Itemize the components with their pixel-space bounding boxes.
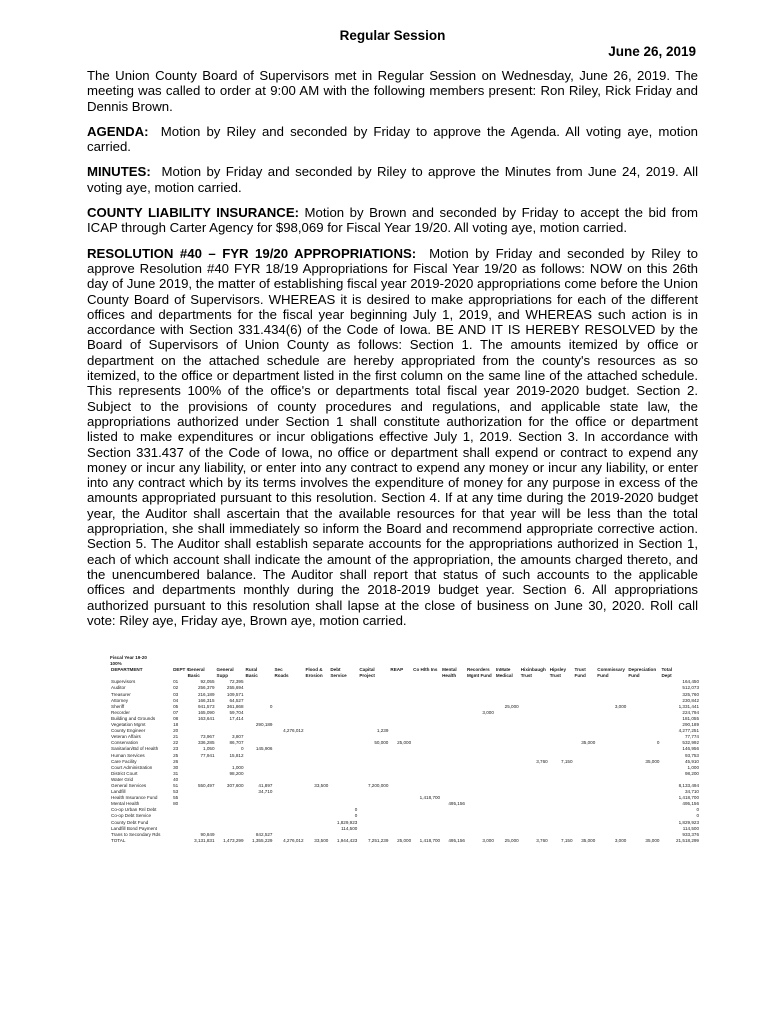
- agenda-text: Motion by Riley and seconded by Friday to approve the Agenda. All voting aye, motion carried.: [87, 123, 698, 155]
- amount-cell: 146,956: [682, 746, 699, 752]
- amount-cell: 290,189: [255, 722, 273, 728]
- dept-number: 30: [173, 764, 179, 770]
- agenda-heading: AGENDA:: [87, 123, 149, 139]
- amount-cell: 1,355,229: [252, 837, 273, 843]
- amount-cell: 86,707: [229, 740, 244, 746]
- department-name: Conservation: [111, 740, 139, 746]
- amount-cell: 550,497: [197, 782, 215, 788]
- amount-cell: 230,842: [682, 697, 699, 703]
- session-title: Regular Session: [339, 28, 446, 43]
- department-name: Vegetation Mgmt: [111, 722, 146, 728]
- appropriations-table: [110, 667, 700, 844]
- amount-cell: 255,694: [226, 685, 244, 691]
- dept-number: 51: [173, 782, 179, 788]
- dept-number: 03: [173, 691, 179, 697]
- amount-cell: 90,849: [200, 831, 215, 837]
- amount-cell: 21,518,299: [676, 837, 699, 843]
- dept-number: 23: [173, 746, 179, 752]
- amount-cell: 72,395: [229, 679, 244, 685]
- amount-cell: 1,050: [203, 746, 215, 752]
- amount-cell: 1,000: [687, 764, 699, 770]
- dept-number: 22: [173, 740, 179, 746]
- amount-cell: 0: [696, 807, 699, 813]
- liability-paragraph: [87, 205, 698, 236]
- minutes-text: Motion by Friday and seconded by Riley to approve the Minutes from June 24, 2019. All voting aye, motion carried.: [87, 164, 698, 195]
- amount-cell: 17,414: [229, 715, 244, 721]
- amount-cell: 166,315: [197, 697, 215, 703]
- amount-cell: 33,500: [314, 837, 329, 843]
- amount-cell: 164,450: [682, 679, 699, 685]
- column-header: Trust: [520, 673, 532, 679]
- department-name: Health Insurance Fund: [111, 795, 158, 801]
- dept-number: 01: [173, 679, 179, 685]
- column-header: Depreciation: [628, 667, 657, 673]
- amount-cell: 3,000: [482, 709, 494, 715]
- amount-cell: 307,600: [226, 782, 244, 788]
- column-header: InMate: [495, 667, 511, 673]
- department-name: Court Administration: [111, 764, 153, 770]
- department-name: Building and Grounds: [111, 715, 156, 721]
- dept-number: 20: [173, 728, 179, 734]
- dept-number: 21: [173, 734, 179, 740]
- amount-cell: 1,418,700: [419, 837, 441, 843]
- dept-number: 25: [173, 752, 179, 758]
- department-name: Co-op Urban Rnl Debt: [111, 807, 157, 813]
- column-header: Dept: [661, 673, 672, 679]
- amount-cell: 98,200: [684, 770, 699, 776]
- amount-cell: 256,379: [197, 685, 215, 691]
- amount-cell: 4,276,012: [283, 728, 304, 734]
- amount-cell: 34,710: [258, 789, 273, 795]
- amount-cell: 3,000: [614, 837, 627, 843]
- amount-cell: 73,967: [200, 734, 215, 740]
- amount-cell: 35,000: [645, 758, 660, 764]
- resolution-paragraph: [87, 246, 698, 628]
- column-header: Flood &: [305, 667, 323, 673]
- column-header: Mgmt Fund: [466, 673, 492, 679]
- amount-cell: 3,000: [482, 837, 494, 843]
- column-header: General: [216, 667, 234, 673]
- department-name: Landfill: [111, 789, 126, 795]
- column-header: Fund: [574, 673, 586, 679]
- amount-cell: 25,000: [504, 703, 519, 709]
- amount-cell: 216,189: [197, 691, 215, 697]
- department-name: Auditor: [111, 685, 126, 691]
- amount-cell: 165,090: [197, 709, 215, 715]
- amount-cell: 1,418,700: [419, 795, 441, 801]
- liability-text: Motion by Brown and seconded by Friday to accept the bid from ICAP through Carter Agency for $98,069 for Fiscal Year 19/20. All voting aye, motion carried.: [87, 205, 698, 236]
- amount-cell: 3,131,831: [194, 837, 215, 843]
- column-header: Supp: [216, 673, 229, 679]
- column-header: Trust: [549, 673, 561, 679]
- amount-cell: 0: [240, 746, 244, 752]
- column-header: Hixinbaugh: [520, 667, 546, 673]
- department-name: Sheriff: [111, 703, 125, 709]
- amount-cell: 35,000: [581, 837, 596, 843]
- amount-cell: 0: [656, 740, 660, 746]
- department-name: Supervisors: [111, 679, 136, 685]
- amount-cell: 0: [354, 813, 358, 819]
- session-date: June 26, 2019: [608, 44, 696, 59]
- amount-cell: 0: [354, 807, 358, 813]
- column-header: Commissary: [597, 667, 625, 673]
- amount-cell: 7,251,239: [367, 837, 389, 843]
- agenda-paragraph: [87, 124, 698, 155]
- column-header: Rural: [245, 667, 258, 673]
- amount-cell: 941,573: [197, 703, 215, 709]
- department-name: Attorney: [111, 697, 129, 703]
- amount-cell: 4,277,251: [678, 728, 699, 734]
- dept-number: 26: [173, 758, 179, 764]
- schedule-header: [110, 667, 700, 679]
- amount-cell: 4,276,012: [283, 837, 304, 843]
- column-header: Co Hlth Ins: [413, 667, 438, 673]
- amount-cell: 7,200,000: [367, 782, 389, 788]
- amount-cell: 512,073: [682, 685, 699, 691]
- amount-cell: 532,992: [682, 740, 699, 746]
- schedule-fiscal-year: Fiscal Year 19-20: [110, 655, 147, 660]
- column-header: DEPT #: [173, 667, 190, 673]
- column-header: General: [187, 667, 205, 673]
- amount-cell: 1,418,700: [678, 795, 699, 801]
- department-name: General Services: [111, 782, 147, 788]
- amount-cell: 495,156: [682, 801, 699, 807]
- column-header: Basic: [245, 673, 258, 679]
- amount-cell: 1,000: [232, 764, 244, 770]
- column-header: Medical: [495, 673, 513, 679]
- amount-cell: 842,527: [255, 831, 273, 837]
- amount-cell: 3,760: [536, 758, 548, 764]
- amount-cell: 290,189: [682, 722, 699, 728]
- document-page: [87, 28, 698, 638]
- amount-cell: 495,156: [448, 801, 465, 807]
- minutes-paragraph: [87, 164, 698, 195]
- amount-cell: 15,812: [229, 752, 244, 758]
- amount-cell: 25,000: [397, 837, 412, 843]
- amount-cell: 8,133,494: [678, 782, 699, 788]
- column-header: Trust: [574, 667, 586, 673]
- amount-cell: 25,000: [397, 740, 412, 746]
- amount-cell: 7,150: [561, 837, 573, 843]
- department-name: District Court: [111, 770, 138, 776]
- dept-number: 05: [173, 703, 179, 709]
- amount-cell: 0: [269, 703, 273, 709]
- amount-cell: 25,000: [504, 837, 519, 843]
- department-name: County Debt Fund: [111, 819, 149, 825]
- department-name: Landfill Bond Payment: [111, 825, 157, 831]
- dept-number: 08: [173, 715, 179, 721]
- column-header: REAP: [390, 667, 404, 673]
- amount-cell: 77,774: [684, 734, 699, 740]
- minutes-heading: MINUTES:: [87, 164, 151, 180]
- amount-cell: 3,807: [232, 734, 244, 740]
- amount-cell: 35,000: [645, 837, 660, 843]
- department-name: Treasurer: [111, 691, 131, 697]
- resolution-heading: RESOLUTION #40 – FYR 19/20 APPROPRIATIONS:: [87, 245, 417, 261]
- dept-number: 31: [173, 770, 179, 776]
- department-name: Trans to Secondary Rds: [111, 831, 161, 837]
- amount-cell: 41,897: [258, 782, 273, 788]
- amount-cell: 495,156: [448, 837, 465, 843]
- amount-cell: 1,331,441: [678, 703, 699, 709]
- amount-cell: 93,753: [684, 752, 699, 758]
- amount-cell: 50,000: [374, 740, 389, 746]
- department-name: Human Services: [111, 752, 145, 758]
- department-name: TOTAL: [111, 837, 126, 843]
- amount-cell: 1,473,299: [223, 837, 244, 843]
- department-name: Co-op Debt Service: [111, 813, 152, 819]
- department-name: Veteran Affairs: [111, 734, 141, 740]
- column-header: DEPARTMENT: [111, 667, 143, 673]
- department-name: County Engineer: [111, 728, 146, 734]
- department-name: Care Facility: [111, 758, 137, 764]
- column-header: Recorders: [466, 667, 490, 673]
- amount-cell: 114,500: [341, 825, 358, 831]
- amount-cell: 0: [696, 813, 699, 819]
- dept-number: 55: [173, 795, 179, 801]
- column-header: Erosion: [305, 673, 323, 679]
- appropriations-schedule: [110, 655, 700, 844]
- amount-cell: 59,704: [229, 709, 244, 715]
- column-header: Hipsley: [549, 667, 567, 673]
- dept-number: [172, 838, 186, 844]
- amount-cell: 109,571: [226, 691, 244, 697]
- column-header: Mental: [442, 667, 457, 673]
- liability-heading: COUNTY LIABILITY INSURANCE:: [87, 205, 300, 221]
- dept-number: 02: [173, 685, 179, 691]
- amount-cell: 64,527: [229, 697, 244, 703]
- column-header: Fund: [628, 673, 640, 679]
- department-name: Sanitarian/Bd of Health: [111, 746, 159, 752]
- amount-cell: 114,500: [682, 825, 699, 831]
- column-header: Project: [359, 673, 375, 679]
- dept-number: 04: [173, 697, 179, 703]
- amount-cell: 1,944,423: [336, 837, 358, 843]
- amount-cell: 933,376: [682, 831, 699, 837]
- amount-cell: 1,239: [376, 728, 389, 734]
- department-name: Recorder: [111, 709, 130, 715]
- amount-cell: 3,760: [536, 837, 548, 843]
- dept-number: 40: [173, 776, 179, 782]
- column-header: Debt: [330, 667, 341, 673]
- amount-cell: 7,150: [561, 758, 573, 764]
- column-header: Roads: [274, 673, 289, 679]
- department-name: Mental Health: [111, 801, 140, 807]
- column-header: Fund: [597, 673, 609, 679]
- amount-cell: 77,941: [200, 752, 215, 758]
- column-header: Health: [442, 673, 457, 679]
- amount-cell: 34,710: [684, 789, 699, 795]
- amount-cell: 1,829,923: [678, 819, 699, 825]
- column-header: Service: [330, 673, 347, 679]
- total-row: [110, 838, 700, 844]
- amount-cell: 163,641: [197, 715, 215, 721]
- schedule-percent: 100%: [110, 661, 122, 667]
- amount-cell: 361,868: [226, 703, 244, 709]
- amount-cell: 92,055: [200, 679, 215, 685]
- column-header: Sec: [274, 667, 283, 673]
- schedule-body: [110, 679, 700, 844]
- amount-cell: 325,760: [682, 691, 699, 697]
- dept-number: 53: [173, 789, 179, 795]
- amount-cell: 98,200: [229, 770, 244, 776]
- amount-cell: 3,000: [614, 703, 627, 709]
- amount-cell: 181,055: [682, 715, 699, 721]
- column-header: Capital: [359, 667, 375, 673]
- amount-cell: 1,829,923: [336, 819, 358, 825]
- department-name: Water Grid: [111, 776, 134, 782]
- column-header: Total: [661, 667, 673, 673]
- column-header: Basic: [187, 673, 200, 679]
- amount-cell: 35,000: [581, 740, 596, 746]
- dept-number: 07: [173, 709, 179, 715]
- dept-number: 18: [173, 722, 179, 728]
- resolution-text: Motion by Friday and seconded by Riley to approve Resolution #40 FYR 18/19 Appropriations for Fiscal Year 19/20 as follows: NOW on this 26th day of June 2019, the matter of establishing fiscal year 2019-2020 appropriations come before the Union County Board of Supervisors. WHEREAS it is desired to make appropriations for each of the different offices and departments for the fiscal year beginning July 1, 2019, and WHEREAS such action is in accordance with Section 331.434(6) of the Code of Iowa. BE AND IT IS HEREBY RESOLVED by the Board of Supervisors of Union County as follows: Section 1. The amounts itemized by office or department on the attached schedule are hereby appropriated from the county's resources as so itemized, to the office or department listed in the first column on the same line of the attached schedule. This represents 100% of the office's or departments total fiscal year 2019-2020 budget. Section 2. Subject to the provisions of county procedures and regulations, and applicable state law, the appropriations authorized under Section 1 shall constitute authorization for the office or department listed to make expenditures or incur obligations effective July 1, 2019. Section 3. In accordance with Section 331.437 of the Code of Iowa, no office or department shall expend or contract to expend any money or incur any liability, or enter into any contract to expend any money or incur any liability, or enter into any contract which by its terms involves the expenditure of money for any purpose in excess of the amounts appropriated pursuant to this resolution. Section 4. If at any time during the 2019-2020 budget year, the Auditor shall ascertain that the available resources for that year will be less than the total appropriation, she shall immediately so inform the Board and recommend appropriate corrective action. Section 5. The Auditor shall establish separate accounts for the appropriations authorized in Section 1, each of which account shall indicate the amount of the appropriation, the amounts charged thereto, and the unencumbered balance. The Auditor shall report that status of such accounts to the applicable offices and departments monthly during the 2018-2019 budget year. Section 6. All appropriations authorized pursuant to this resolution shall lapse at the close of business on June 30, 2020. Roll call vote: Riley aye, Friday aye, Brown aye, motion carried.: [87, 245, 699, 628]
- intro-paragraph: The Union County Board of Supervisors met in Regular Session on Wednesday, June 26, 2019. The meeting was called to order at 9:00 AM with the following members present: Ron Riley, Rick Friday and Dennis Brown.: [87, 68, 698, 114]
- amount-cell: 145,906: [255, 746, 273, 752]
- amount-cell: 33,500: [314, 782, 329, 788]
- amount-cell: 224,794: [682, 709, 699, 715]
- amount-cell: 336,285: [197, 740, 215, 746]
- amount-cell: 45,910: [684, 758, 699, 764]
- dept-number: 80: [173, 801, 179, 807]
